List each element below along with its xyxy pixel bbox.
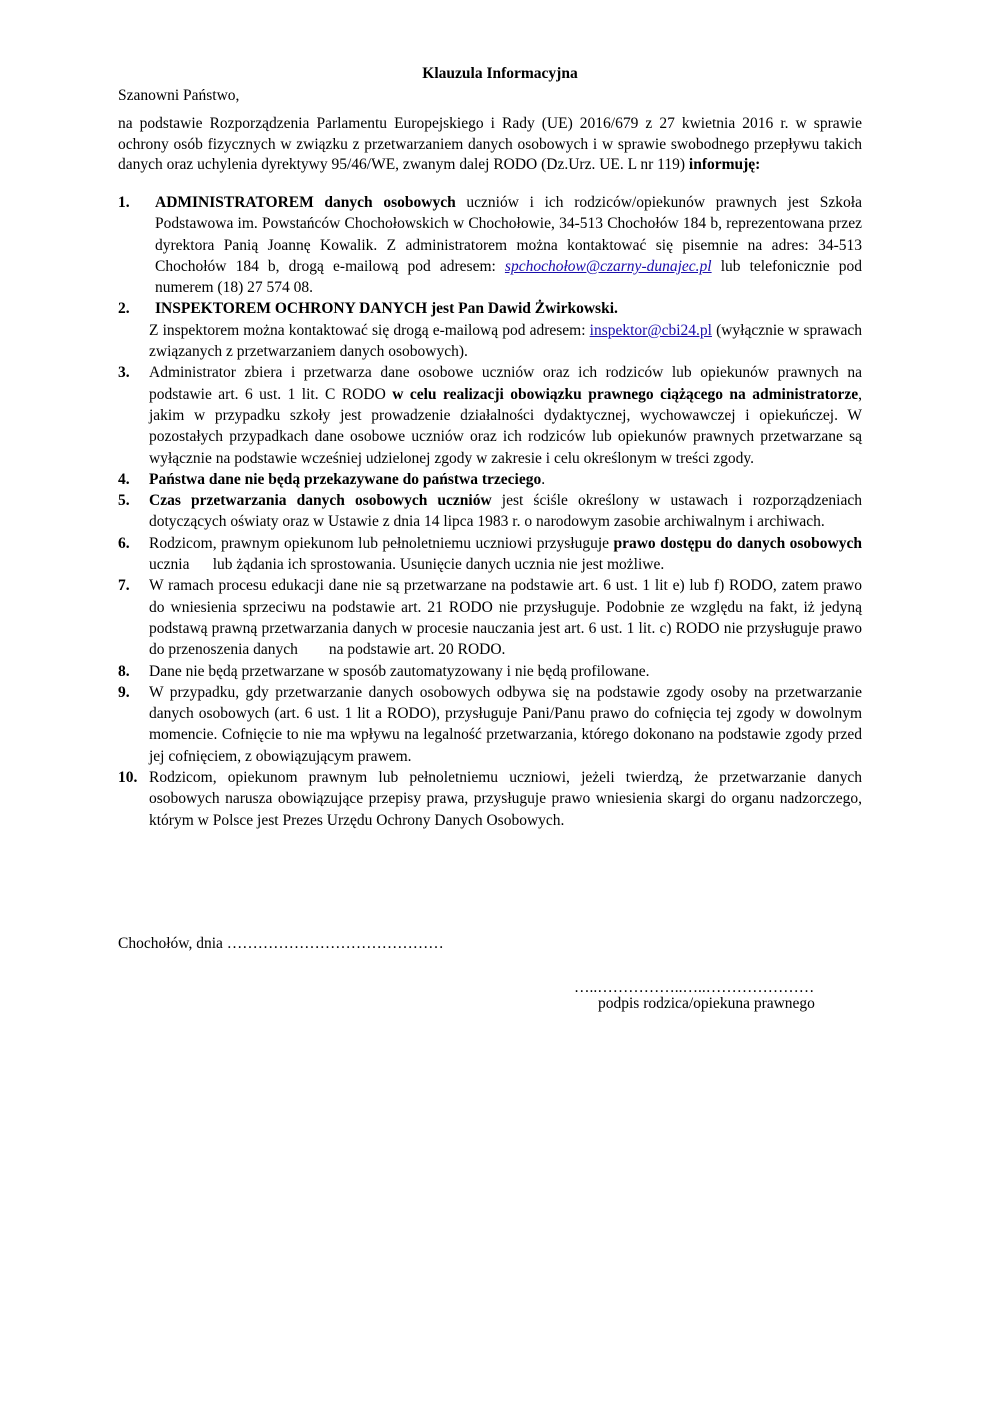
item-number: 5.: [118, 492, 130, 510]
item-text: uczniów i ich rodziców/opiekunów prawnych jest Szkoła Podstawowa im. Powstańców Chochołowskich w Chochołowie, 34-513 Chochołów 184 b, reprezentowana przez dyrektora Panią Joannę Kowalik. Z administratorem można kontaktować się pisemnie na adres: 34-513 Chochołów 184 b, drogą e-mailową pod adresem:: [155, 194, 862, 275]
item-text: Rodzicom, prawnym opiekunom lub pełnoletniemu uczniowi przysługuje: [149, 534, 614, 552]
list-item-1: [118, 192, 862, 298]
list-item-5: [118, 490, 862, 533]
item-number: 2.: [118, 300, 130, 318]
intro-bold: informuję:: [688, 156, 761, 173]
item-text: jest ściśle określony w ustawach i rozporządzeniach dotyczących oświaty oraz w Ustawie z dnia 14 lipca 1983 r. o narodowym zasobie archiwalnym i archiwach.: [149, 492, 862, 531]
item-text-after: , jakim w przypadku szkoły jest prowadzenie działalności dydaktycznej, wychowawczej i opiekuńczej. W pozostałych przypadkach dane osobowe uczniów oraz ich rodziców lub opiekunów prawnych przetwarzane są wyłącznie na podstawie wcześniej udzielonej zgody w zakresie i celu określonym w treści zgody.: [149, 385, 862, 467]
item-number: 3.: [118, 364, 130, 382]
clauses-list: [118, 192, 866, 831]
list-item-9: [118, 682, 862, 767]
list-item-6: [118, 533, 866, 576]
signature-label: podpis rodzica/opiekuna prawnego: [598, 995, 815, 1012]
signature-dots: …..……………..…..…………………: [574, 979, 815, 996]
item-number: 10.: [118, 769, 138, 787]
list-item-8: [118, 661, 862, 682]
item-text-after: ucznia lub żądania ich sprostowania. Usunięcie danych ucznia nie jest możliwe.: [149, 534, 866, 574]
item-bold: INSPEKTOREM OCHRONY DANYCH jest Pan Dawid Żwirkowski.: [155, 300, 618, 318]
item-body: [149, 767, 862, 831]
item-body: [149, 682, 862, 767]
item-text: W ramach procesu edukacji dane nie są przetwarzane na podstawie art. 6 ust. 1 lit e) lub f) RODO, zatem prawo do wniesienia sprzeciwu na podstawie art. 21 RODO nie przysługuje. Podobnie ze względu na fakt, iż jedyną podstawą prawną przetwarzania danych w procesie nauczania jest art. 6 ust. 1 lit. c) RODO nie przysługuje prawo do przenoszenia danych na podstawie art. 20 RODO.: [149, 577, 866, 659]
item-text: Administrator zbiera i przetwarza dane osobowe uczniów oraz ich rodziców lub opiekunów prawnych na podstawie art. 6 ust. 1 lit. C RODO: [149, 364, 862, 403]
item-body: [149, 469, 862, 490]
item-bold: w celu realizacji obowiązku prawnego ciążącego na administratorze: [392, 385, 859, 403]
list-item-3: [118, 362, 862, 468]
list-item-2: [118, 298, 862, 319]
document-title: Klauzula Informacyjna: [422, 65, 578, 82]
list-item-10: [118, 767, 862, 831]
admin-email-link[interactable]: spchochołow@czarny-dunajec.pl: [504, 257, 712, 275]
item-body: [149, 298, 862, 319]
item-number: 1.: [118, 194, 130, 211]
item-body: [149, 575, 866, 660]
item-bold: Czas przetwarzania danych osobowych uczniów: [149, 492, 492, 510]
item-text: W przypadku, gdy przetwarzanie danych osobowych odbywa się na podstawie zgody osoby na przetwarzanie danych osobowych (art. 6 ust. 1 lit a RODO), przysługuje Pani/Panu prawo do cofnięcia tej zgody w dowolnym momencie. Cofnięcie to nie ma wpływu na legalność przetwarzania, którego dokonano na podstawie zgody przed jej cofnięciem, z obowiązującym prawem.: [149, 683, 862, 765]
item-body: [149, 490, 862, 533]
greeting: Szanowni Państwo,: [118, 87, 240, 104]
item-number: 7.: [118, 577, 130, 595]
item-body: [149, 661, 862, 682]
item-text-after: (wyłącznie w sprawach związanych z przetwarzaniem danych osobowych).: [149, 321, 862, 361]
item-number: 9.: [118, 683, 130, 701]
place-date-line: Chochołów, dnia ……………………………………: [118, 935, 444, 952]
list-item-7: [118, 575, 866, 660]
item-number: 8.: [118, 662, 130, 680]
item-text: Z inspektorem można kontaktować się drogą e-mailową pod adresem:: [149, 321, 590, 339]
inspector-email-link[interactable]: inspektor@cbi24.pl: [589, 321, 712, 339]
item-body: [149, 362, 862, 468]
item-body: [149, 533, 866, 576]
item-bold: prawo dostępu do danych osobowych: [613, 534, 862, 552]
list-item-4: [118, 469, 862, 490]
item-body: [149, 192, 862, 298]
item-text: Dane nie będą przetwarzane w sposób zautomatyzowany i nie będą profilowane.: [149, 662, 650, 680]
intro-text: na podstawie Rozporządzenia Parlamentu Europejskiego i Rady (UE) 2016/679 z 27 kwietnia 2016 r. w sprawie ochrony osób fizycznych w związku z przetwarzaniem danych osobowych i w sprawie swobodnego przepływu takich danych oraz uchylenia dyrektywy 95/46/WE, zwanym dalej RODO (Dz.Urz. UE. L nr 119): [118, 115, 862, 173]
item-number: 6.: [118, 534, 130, 552]
item-number: 4.: [118, 470, 130, 488]
list-item-2-continuation: [149, 320, 862, 363]
intro-paragraph: [118, 114, 862, 176]
item-bold: Państwa dane nie będą przekazywane do państwa trzeciego: [149, 470, 542, 488]
item-text: .: [541, 470, 546, 488]
item-text-after: lub telefonicznie pod numerem (18) 27 574 08.: [155, 257, 862, 297]
item-text: Rodzicom, opiekunom prawnym lub pełnoletniemu uczniowi, jeżeli twierdzą, że przetwarzanie danych osobowych narusza obowiązujące przepisy prawa, przysługuje prawo wniesienia skargi do organu nadzorczego, którym w Polsce jest Prezes Urzędu Ochrony Danych Osobowych.: [149, 769, 862, 829]
item-bold: ADMINISTRATOREM danych osobowych: [155, 194, 456, 211]
